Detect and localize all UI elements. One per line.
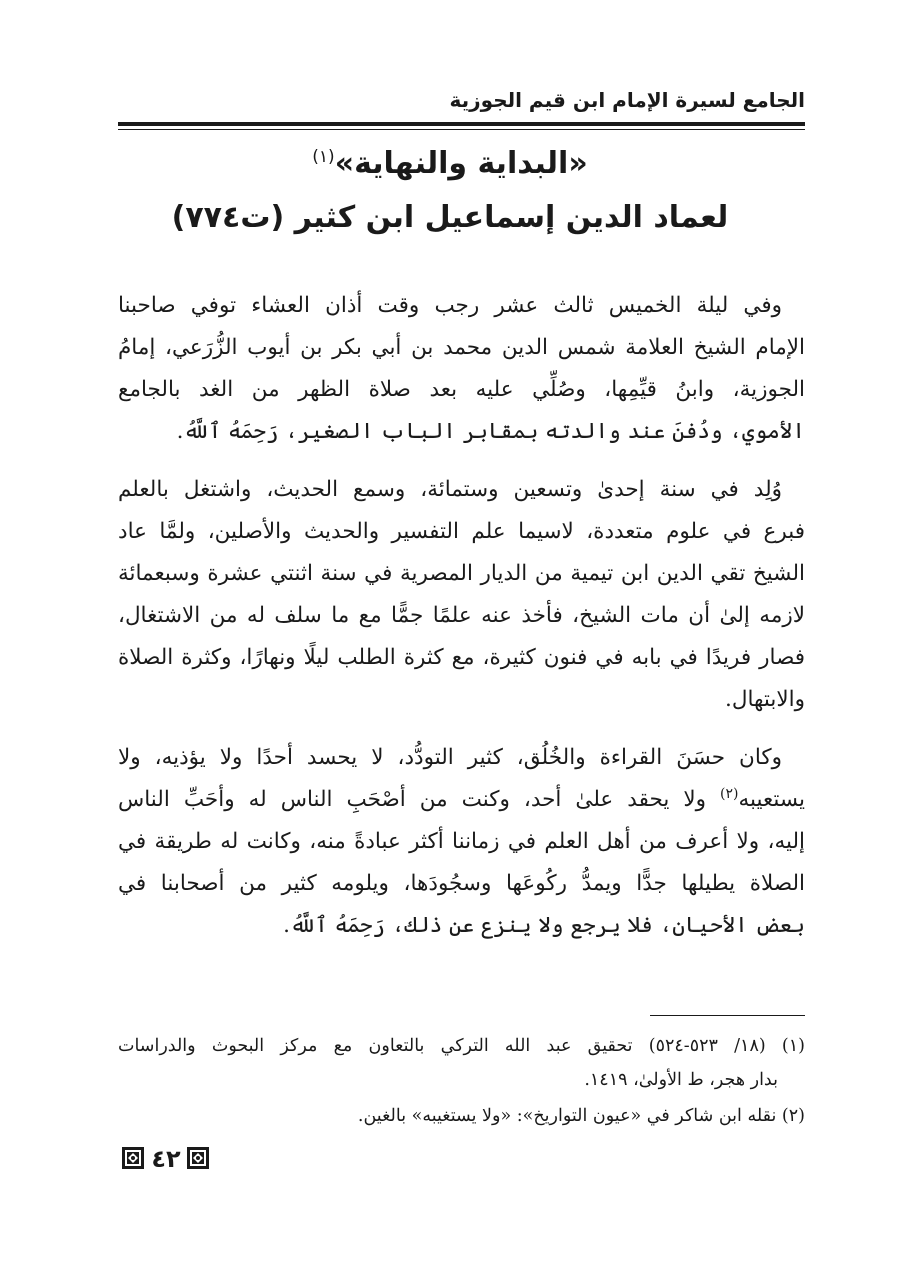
paragraph-3-line-5: بعض الأحيان، فلا يرجع ولا ينزع عن ذلك، رَحِمَهُ ٱللَّهُ. [283,913,805,938]
paragraph-2-line-2: فبرع في علوم متعددة، لاسيما علم التفسير والحديث والأصلين، ولمَّا عاد [118,519,805,544]
paragraph-2-line-1: وُلِد في سنة إحدىٰ وتسعين وستمائة، وسمع الحديث، واشتغل بالعلم [118,477,782,502]
paragraph-2-line-3: الشيخ تقي الدين ابن تيمية من الديار المصرية في سنة اثنتي عشرة وسبعمائة [118,561,805,586]
ornament-left-icon [122,1147,144,1169]
paragraph-1-line-3: الجوزية، وابنُ قيِّمِها، وصُلِّي عليه بعد صلاة الظهر من الغد بالجامع [118,377,805,402]
running-header-title: الجامع لسيرة الإمام ابن قيم الجوزية [449,88,805,112]
paragraph-3-line-4: الصلاة يطيلها جدًّا ويمدُّ ركُوعَها وسجُودَها، ويلومه كثير من أصحابنا في [118,871,805,896]
footnote-separator [650,1015,805,1016]
header-rule-thin [118,129,805,130]
paragraph-3-line-2 [118,780,805,820]
page-footer [0,1143,900,1175]
paragraph-3-line-2-start: يستعيبه [738,787,805,812]
paragraph-3-line-3: إليه، ولا أعرف من أهل العلم في زماننا أكثر عبادةً منه، وكانت له طريقة في [118,829,805,854]
paragraph-3-line-2-rest: ولا يحقد علىٰ أحد، وكنت من أصْحَبِ الناس له وأحَبِّ الناس [118,787,706,812]
section-title [0,146,900,181]
paragraph-1-line-1: وفي ليلة الخميس ثالث عشر رجب وقت أذان العشاء توفي صاحبنا [118,293,782,318]
section-subtitle: لعماد الدين إسماعيل ابن كثير (ت٧٧٤) [171,200,729,235]
paragraph-2-line-4: لازمه إلىٰ أن مات الشيخ، فأخذ عنه علمًا جمًّا مع ما سلف له من الاشتغال، [118,603,805,628]
footnote-1-line-1: (١) (١٨/ ٥٢٣-٥٢٤) تحقيق عبد الله التركي بالتعاون مع مركز البحوث والدراسات [118,1036,805,1056]
paragraph-2-line-5: فصار فريدًا في بابه في فنون كثيرة، مع كثرة الطلب ليلًا ونهارًا، وكثرة الصلاة [118,645,805,670]
footnote-ref-1[interactable]: (١) [312,147,335,167]
header-rule-thick [118,122,805,126]
footnote-ref-2[interactable]: (٢) [720,785,739,802]
paragraph-1-line-2: الإمام الشيخ العلامة شمس الدين محمد بن أبي بكر بن أيوب الزُّرَعي، إمامُ [118,335,805,360]
ornament-right-icon [187,1147,209,1169]
paragraph-2-line-6: والابتهال. [724,687,805,712]
paragraph-1-line-4: الأموي، ودُفنَ عند والدته بمقابر الباب الصغير، رَحِمَهُ ٱللَّهُ. [176,419,805,444]
footnote-2: (٢) نقله ابن شاكر في «عيون التواريخ»: «ولا يستغيبه» بالغين. [357,1106,805,1126]
paragraph-3-line-1: وكان حسَنَ القراءة والخُلُق، كثير التودُّد، لا يحسد أحدًا ولا يؤذيه، ولا [118,745,782,770]
page-number: ٤٢ [151,1145,181,1173]
footnote-1-line-2: بدار هجر، ط الأولىٰ، ١٤١٩. [584,1070,778,1090]
section-title-text: «البداية والنهاية» [334,146,588,181]
